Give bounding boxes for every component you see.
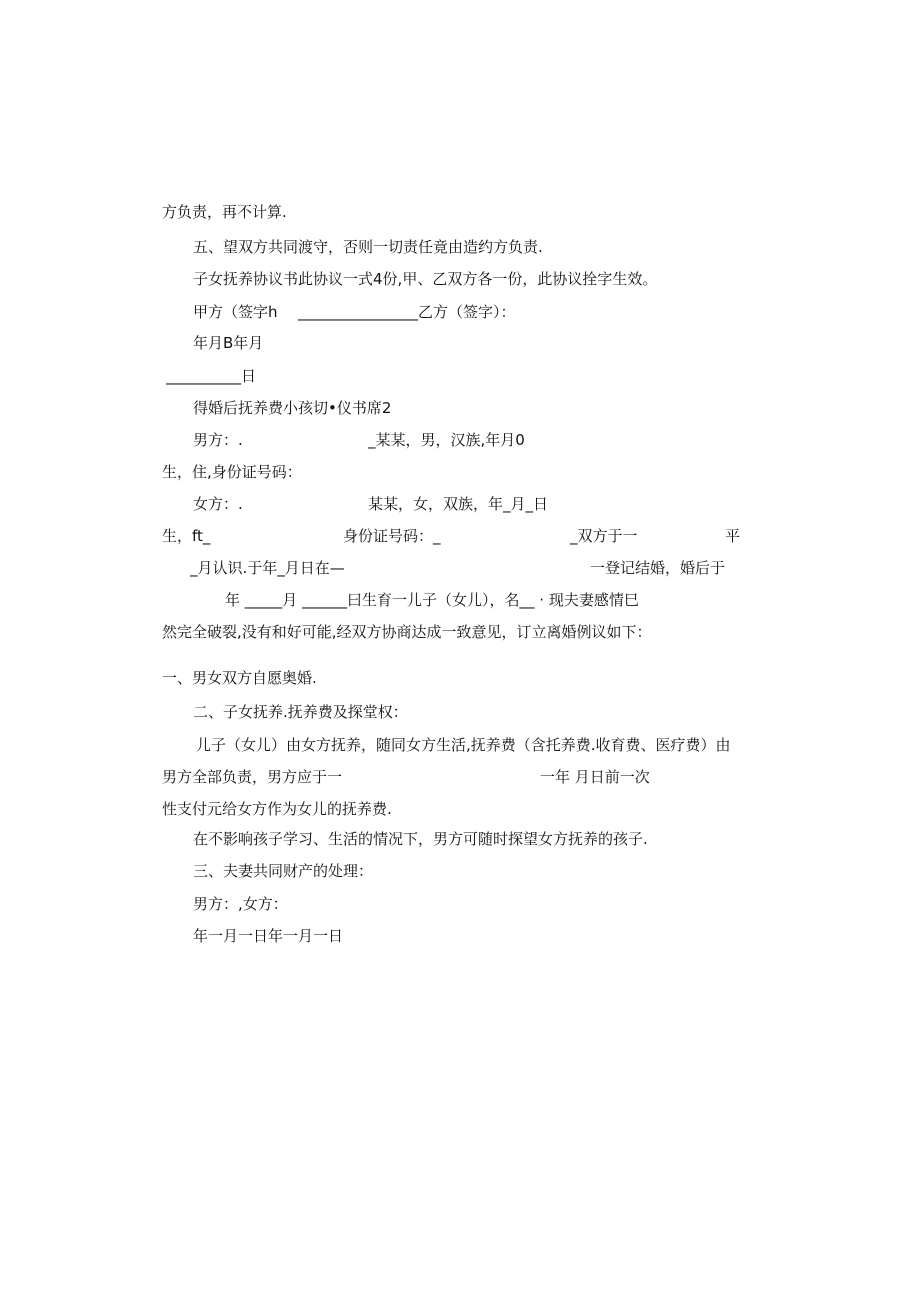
text-line: 儿子（女儿）由女方抚养，随同女方生活,抚养费（含托养费.收育费、医疗费）由 <box>196 736 731 754</box>
text-line <box>162 526 762 546</box>
date-line: 年一月一日年一月一日 <box>193 927 344 945</box>
text-segment: 一年 月日前一次 <box>540 768 650 786</box>
male-party-line <box>193 430 753 450</box>
clause-heading: 一、男女双方自愿奥婚. <box>162 669 317 687</box>
text-line: 年 _____月 ______曰生育一儿子（女儿），名__ · 现夫妻感情巳 <box>225 591 639 609</box>
clause-heading: 二、子女抚养.抚养费及探堂权： <box>193 703 408 721</box>
text-line: 性支付元给女方作为女儿的抚养费. <box>162 800 392 818</box>
male-party-label: 男方：. <box>193 431 243 449</box>
clause-heading: 三、夫妻共同财产的处理： <box>193 862 374 880</box>
text-segment: 生，ft_ <box>162 527 211 545</box>
text-line: 然完全破裂,没有和好可能,经双方协商达成一致意见，订立离婚例议如下： <box>162 623 652 641</box>
signature-line <box>193 302 793 322</box>
text-line: 方负责，再不计算. <box>162 203 287 221</box>
text-segment: 一登记结婚，婚后于 <box>590 559 726 577</box>
text-segment: 男方全部负责，男方应于一 <box>162 768 343 786</box>
date-line: __________日 <box>166 367 257 385</box>
text-line <box>162 767 762 787</box>
id-number-label: 身份证号码：_ <box>343 527 441 545</box>
text-line: 在不影响孩子学习、生活的情况下，男方可随时探望女方抚养的孩子. <box>193 830 648 848</box>
section-title: 得婚后抚养费小孩切•仪书席2 <box>193 399 392 417</box>
text-segment: _月认识.于年_月日在— <box>190 559 345 577</box>
text-line: 生，住,身份证号码： <box>162 463 302 481</box>
female-party-info: 某某，女，双族，年_月_日 <box>368 495 549 513</box>
text-line: 子女抚养协议书此协议一式4份,甲、乙双方各一份，此协议拴字生效。 <box>193 270 658 288</box>
text-line: 男方：,女方： <box>193 895 288 913</box>
party-b-signature-label: ________________乙方（签字）： <box>298 303 516 321</box>
female-party-line <box>193 494 753 514</box>
party-a-signature-label: 甲方（签字h <box>193 303 278 321</box>
text-segment: 平 <box>725 527 741 545</box>
male-party-info: _某某，男，汉族,年月0 <box>368 431 525 449</box>
text-segment: _双方于一 <box>570 527 638 545</box>
female-party-label: 女方：. <box>193 495 243 513</box>
text-line <box>190 558 750 578</box>
text-line: 五、望双方共同渡守，否则一切责任竟由造约方负责. <box>193 238 543 256</box>
date-line: 年月B年月 <box>193 334 264 352</box>
